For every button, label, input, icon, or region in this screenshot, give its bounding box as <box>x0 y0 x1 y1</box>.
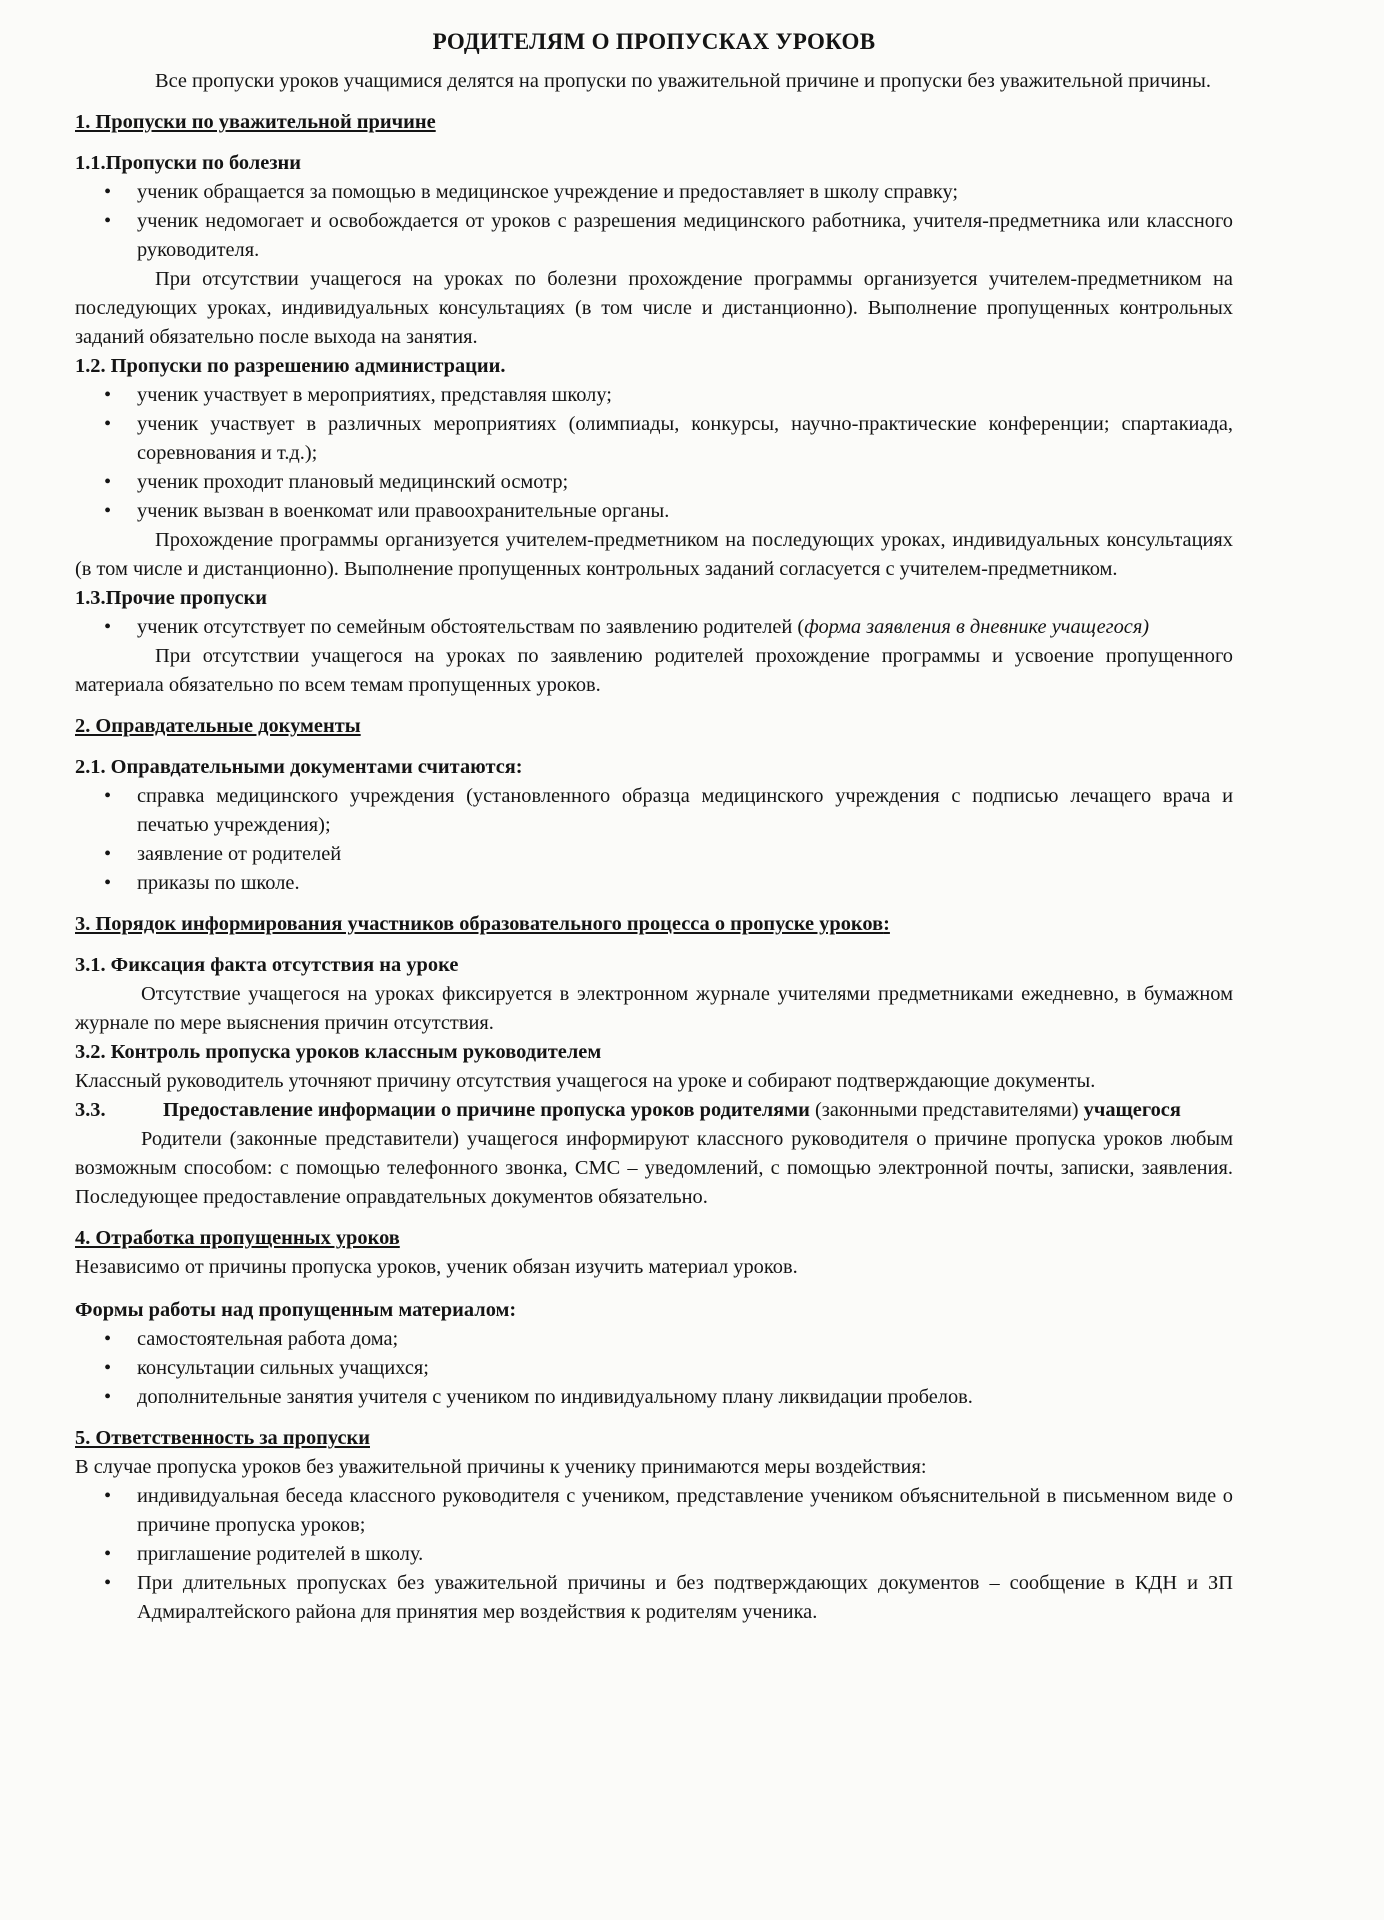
section-1-2-list <box>75 381 1233 526</box>
list-item <box>137 613 1233 642</box>
list-item: • консультации сильных учащихся; <box>137 1354 1233 1383</box>
list-item: • ученик недомогает и освобождается от уроков с разрешения медицинского работника, учителя-предметника или классного руководителя. <box>137 207 1233 265</box>
section-1-1-heading: 1.1.Пропуски по болезни <box>75 152 302 174</box>
list-item: • ученик обращается за помощью в медицинское учреждение и предоставляет в школу справку; <box>137 178 1233 207</box>
list-item: • индивидуальная беседа классного руководителя с учеником, представление учеником объяснительной в письменном виде о причине пропуска уроков; <box>137 1482 1233 1540</box>
section-1-2-heading: 1.2. Пропуски по разрешению администрации. <box>75 355 506 377</box>
section-3-3-heading-bold: Предоставление информации о причине пропуска уроков родителями <box>163 1099 810 1121</box>
section-3-3-heading <box>75 1096 1233 1125</box>
section-1-1-paragraph: При отсутствии учащегося на уроках по болезни прохождение программы организуется учителем-предметником на последующих уроках, индивидуальных консультациях (в том числе и дистанционно). Выполнение пропущенных контрольных заданий обязательно после выхода на занятия. <box>75 268 1233 348</box>
list-item: • ученик участвует в различных мероприятиях (олимпиады, конкурсы, научно-практические конференции; спартакиада, соревнования и т.д.); <box>137 410 1233 468</box>
section-1-2-heading-text: 1.2. Пропуски по разрешению администрации <box>75 355 501 377</box>
section-3-3-paragraph: Родители (законные представители) учащегося информируют классного руководителя о причине пропуска уроков любым возможным способом: с помощью телефонного звонка, СМС – уведомлений, с помощью электронной почты, записки, заявления. Последующее предоставление оправдательных документов обязательно. <box>75 1128 1233 1208</box>
list-item: • заявление от родителей <box>137 840 1233 869</box>
page-title: РОДИТЕЛЯМ О ПРОПУСКАХ УРОКОВ <box>432 29 876 54</box>
list-item: • приглашение родителей в школу. <box>137 1540 1233 1569</box>
list-item: • ученик участвует в мероприятиях, представляя школу; <box>137 381 1233 410</box>
list-item: • справка медицинского учреждения (установленного образца медицинского учреждения с подписью лечащего врача и печатью учреждения); <box>137 782 1233 840</box>
section-4-heading: 4. Отработка пропущенных уроков <box>75 1227 400 1249</box>
section-2-heading: 2. Оправдательные документы <box>75 715 361 737</box>
section-3-2-paragraph: Классный руководитель уточняют причину отсутствия учащегося на уроке и собирают подтверждающие документы. <box>75 1070 1096 1092</box>
list-item: • ученик вызван в военкомат или правоохранительные органы. <box>137 497 1233 526</box>
list-item: • самостоятельная работа дома; <box>137 1325 1233 1354</box>
section-1-3-heading: 1.3.Прочие пропуски <box>75 587 267 609</box>
section-3-3-number: 3.3. <box>75 1099 106 1121</box>
section-3-2-heading: 3.2. Контроль пропуска уроков классным руководителем <box>75 1041 602 1063</box>
forms-heading: Формы работы над пропущенным материалом: <box>75 1299 517 1321</box>
section-3-1-paragraph: Отсутствие учащегося на уроках фиксируется в электронном журнале учителями предметниками ежедневно, в бумажном журнале по мере выяснения причин отсутствия. <box>75 983 1233 1034</box>
section-3-heading-colon: : <box>883 913 890 935</box>
list-item-italic: форма заявления в дневнике учащегося) <box>804 616 1150 638</box>
intro-paragraph: Все пропуски уроков учащимися делятся на пропуски по уважительной причине и пропуски без уважительной причины. <box>155 70 1211 92</box>
section-3-1-heading: 3.1. Фиксация факта отсутствия на уроке <box>75 954 459 976</box>
section-5-list <box>75 1482 1233 1627</box>
section-3-heading-text: 3. Порядок информирования участников образовательного процесса о пропуске уроков <box>75 913 884 935</box>
section-1-1-list <box>75 178 1233 265</box>
section-3-3-heading-bold2: учащегося <box>1083 1099 1181 1121</box>
list-item-text: ученик отсутствует по семейным обстоятельствам по заявлению родителей ( <box>137 616 805 638</box>
section-1-2-paragraph: Прохождение программы организуется учителем-предметником на последующих уроках, индивидуальных консультациях (в том числе и дистанционно). Выполнение пропущенных контрольных заданий согласуется с учителем-предметником. <box>75 529 1233 580</box>
section-1-heading: 1. Пропуски по уважительной причине <box>75 111 436 133</box>
section-1-3-paragraph: При отсутствии учащегося на уроках по заявлению родителей прохождение программы и усвоение пропущенного материала обязательно по всем темам пропущенных уроков. <box>75 645 1233 696</box>
section-2-1-list <box>75 782 1233 898</box>
section-3-3-heading-normal: (законными представителями) <box>814 1099 1079 1121</box>
section-5-paragraph: В случае пропуска уроков без уважительной причины к ученику принимаются меры воздействия: <box>75 1456 927 1478</box>
section-4-paragraph: Независимо от причины пропуска уроков, ученик обязан изучить материал уроков. <box>75 1256 798 1278</box>
section-1-3-list <box>75 613 1233 642</box>
list-item: • дополнительные занятия учителя с учеником по индивидуальному плану ликвидации пробелов. <box>137 1383 1233 1412</box>
section-2-1-heading: 2.1. Оправдательными документами считаются: <box>75 756 523 778</box>
section-5-heading: 5. Ответственность за пропуски <box>75 1427 370 1449</box>
section-3-heading <box>75 910 1233 939</box>
list-item: • приказы по школе. <box>137 869 1233 898</box>
list-item: • При длительных пропусках без уважительной причины и без подтверждающих документов – сообщение в КДН и ЗП Адмиралтейского района для принятия мер воздействия к родителям ученика. <box>137 1569 1233 1627</box>
forms-list <box>75 1325 1233 1412</box>
list-item: • ученик проходит плановый медицинский осмотр; <box>137 468 1233 497</box>
